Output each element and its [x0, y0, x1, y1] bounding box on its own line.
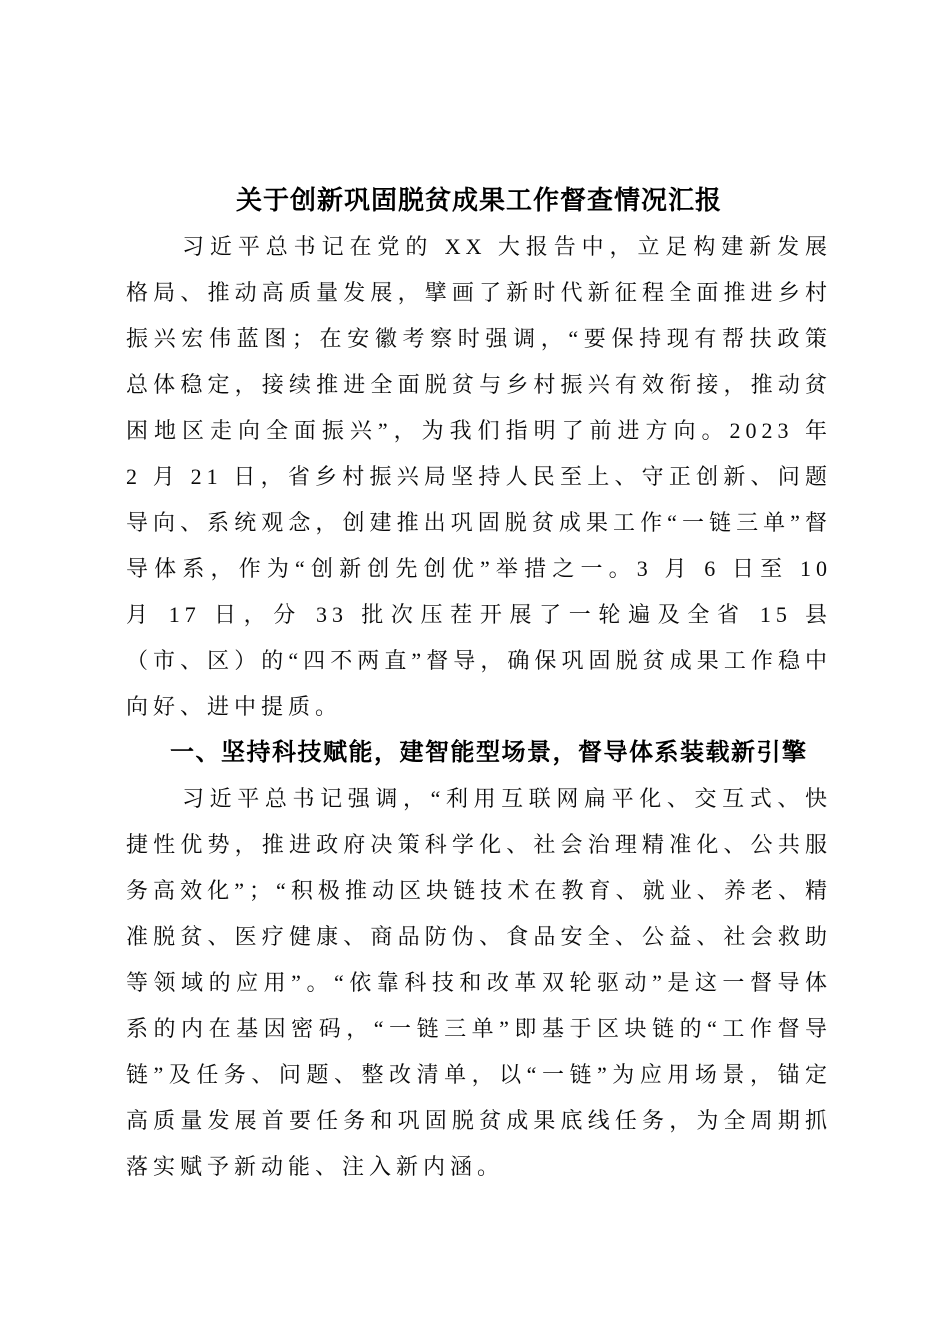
paragraph-intro: 习近平总书记在党的 XX 大报告中，立足构建新发展格局、推动高质量发展，擘画了新时代新征程全面推进乡村振兴宏伟蓝图；在安徽考察时强调，“要保持现有帮扶政策总体稳定，接续推进全面脱贫与乡村振兴有效衔接，推动贫困地区走向全面振兴”，为我们指明了前进方向。2023 年 2 月 21 日，省乡村振兴局坚持人民至上、守正创新、问题导向、系统观念，创建推出巩固脱贫成果工作“一链三单”督导体系，作为“创新创先创优”举措之一。3 月 6 日至 10 月 17 日，分 33 批次压茬开展了一轮遍及全省 15 县（市、区）的“四不两直”督导，确保巩固脱贫成果工作稳中向好、进中提质。: [126, 234, 832, 719]
document-title: 关于创新巩固脱贫成果工作督查情况汇报: [235, 186, 722, 215]
document-content: [126, 178, 832, 1190]
section-heading-1: 一、坚持科技赋能，建智能型场景，督导体系装载新引擎: [170, 739, 808, 766]
paragraph-section-1: 习近平总书记强调，“利用互联网扁平化、交互式、快捷性优势，推进政府决策科学化、社会治理精准化、公共服务高效化”；“积极推动区块链技术在教育、就业、养老、精准脱贫、医疗健康、商品防伪、食品安全、公益、社会救助等领域的应用”。“依靠科技和改革双轮驱动”是这一督导体系的内在基因密码，“一链三单”即基于区块链的“工作督导链”及任务、问题、整改清单，以“一链”为应用场景，锚定高质量发展首要任务和巩固脱贫成果底线任务，为全周期抓落实赋予新动能、注入新内涵。: [126, 786, 832, 1179]
